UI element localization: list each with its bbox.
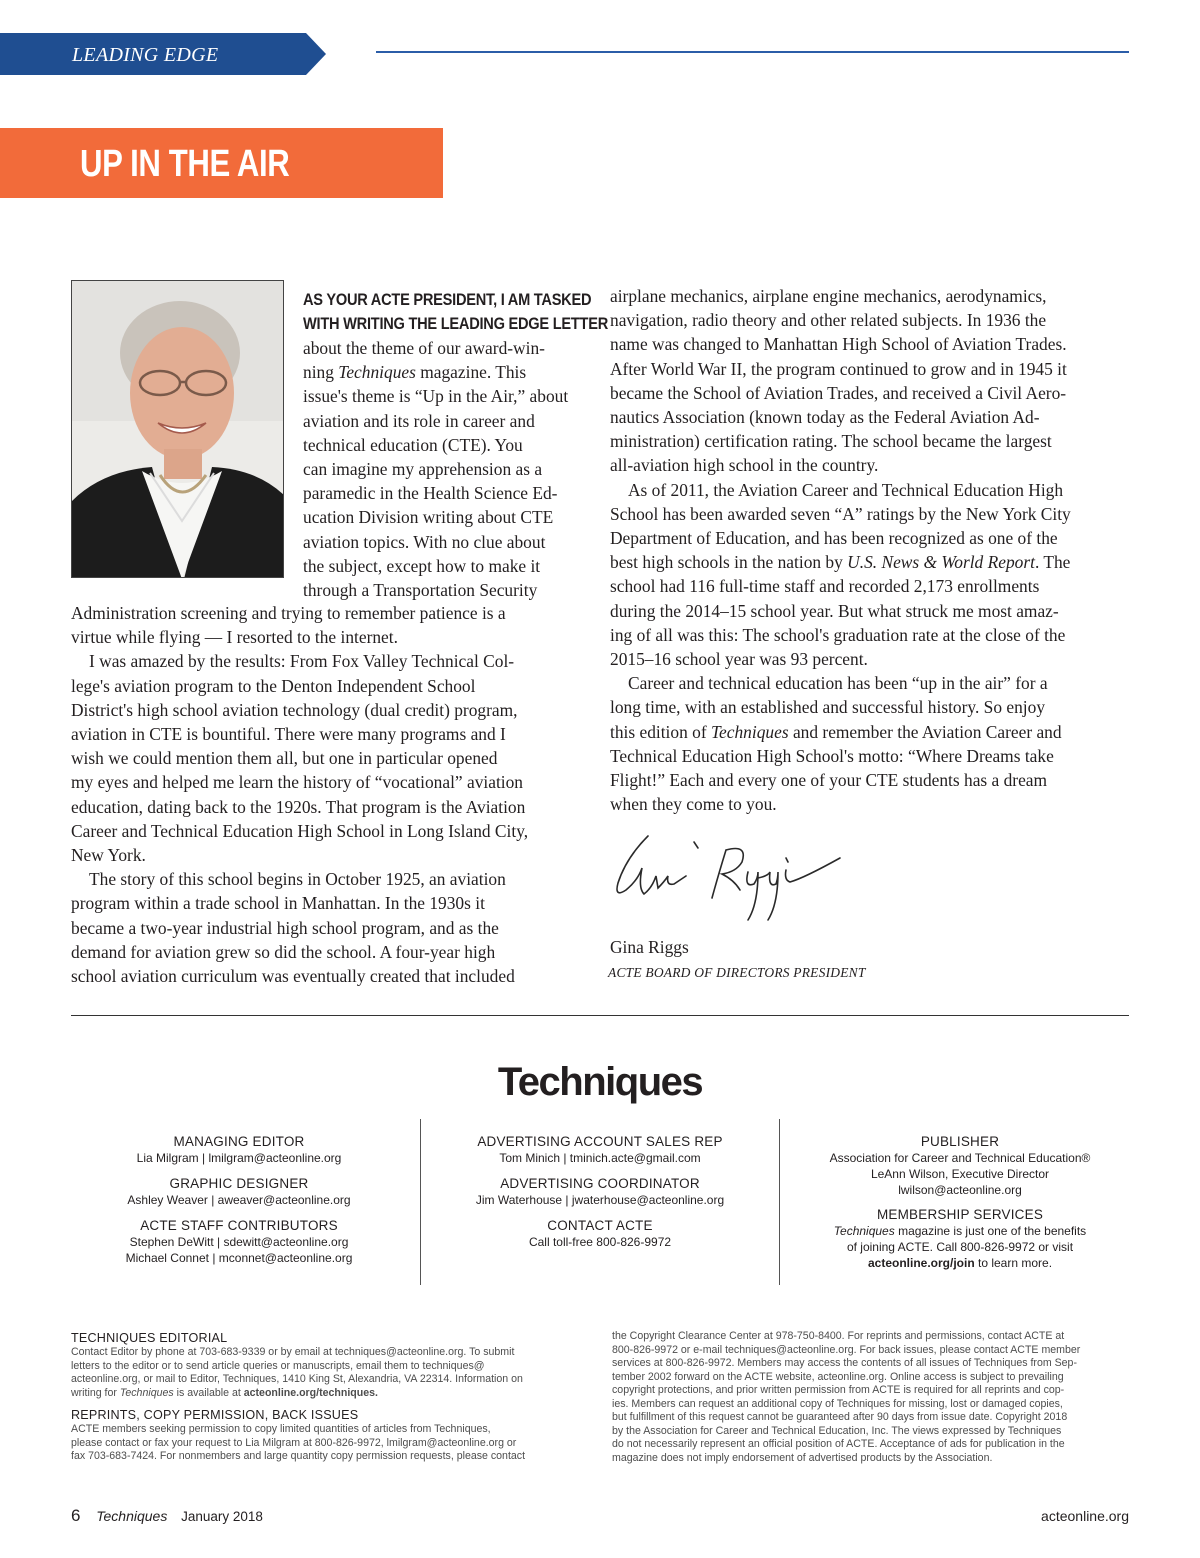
masthead-heading: ACTE STAFF CONTRIBUTORS — [140, 1218, 338, 1233]
masthead-value — [792, 1223, 1128, 1239]
membership-join-line[interactable] — [792, 1255, 1128, 1271]
text-line — [303, 360, 595, 384]
text-line: school had 116 full-time staff and recorded 2,173 enrollments — [610, 576, 1040, 597]
masthead-heading: ADVERTISING ACCOUNT SALES REP — [477, 1134, 723, 1149]
text-fragment: magazine. This — [415, 362, 527, 383]
fine-line: the Copyright Clearance Center at 978-750-8400. For reprints and permissions, contact ACTE at — [612, 1330, 1065, 1342]
page-title: UP IN THE AIR — [80, 143, 290, 185]
text-line: virtue while flying — I resorted to the internet. — [71, 627, 398, 648]
masthead-value: Michael Connet | mconnet@acteonline.org — [125, 1251, 353, 1265]
text-fragment: magazine is just one of the benefits — [894, 1224, 1087, 1238]
text-line: name was changed to Manhattan High School of Aviation Trades. — [610, 334, 1067, 355]
masthead-value: Ashley Weaver | aweaver@acteonline.org — [127, 1193, 351, 1207]
text-line: The story of this school begins in October 1925, an aviation — [89, 869, 506, 890]
text-line: when they come to you. — [610, 794, 777, 815]
text-line: Technical Education High School's motto: “Where Dreams take — [610, 745, 1054, 766]
fine-line: fax 703-683-7424. For nonmembers and large quantity copy permission requests, please contact — [71, 1450, 526, 1462]
text-fragment: best high schools in the nation by — [610, 552, 848, 573]
masthead-value: lwilson@acteonline.org — [898, 1183, 1022, 1197]
text-line: New York. — [71, 845, 146, 866]
masthead-value: Jim Waterhouse | jwaterhouse@acteonline.org — [475, 1193, 725, 1207]
article-column-1-top — [303, 288, 609, 602]
fine-line: by the Association for Career and Technical Education, Inc. The views expressed by Techniques — [612, 1424, 1062, 1437]
lead-in — [303, 288, 609, 336]
portrait-photo — [71, 280, 284, 578]
masthead-heading: ADVERTISING COORDINATOR — [500, 1176, 700, 1191]
fine-line: Contact Editor by phone at 703-683-9339 or by email at techniques@acteonline.org. To submit — [71, 1346, 515, 1358]
fine-print-right — [612, 1330, 1130, 1465]
text-line: District's high school aviation technology (dual credit) program, — [71, 699, 518, 720]
magazine-name: Techniques — [833, 1224, 895, 1238]
fine-line: do not necessarily represent an official position of ACTE. Acceptance of ads for publication in the — [612, 1438, 1065, 1450]
text-fragment: and remember the Aviation Career and — [788, 721, 1062, 742]
text-line: education, dating back to the 1920s. That program is the Aviation — [71, 796, 526, 817]
text-line: Career and Technical Education High School in Long Island City, — [71, 820, 529, 841]
masthead-column-right — [792, 1133, 1128, 1271]
text-line: nautics Association (known today as the Federal Aviation Ad- — [610, 407, 1040, 428]
text-line: became a two-year industrial high school program, and as the — [71, 917, 499, 938]
masthead-heading: MEMBERSHIP SERVICES — [876, 1207, 1044, 1222]
text-line — [610, 550, 1130, 574]
text-line: Flight!” Each and every one of your CTE students has a dream — [610, 770, 1048, 791]
paragraph-3-continued — [610, 284, 1130, 478]
text-fragment: . The — [1034, 552, 1071, 573]
editorial-link[interactable]: acteonline.org/techniques. — [243, 1386, 378, 1399]
text-line: aviation in CTE is bountiful. There were many programs and I — [71, 724, 506, 745]
text-line: can imagine my apprehension as a — [303, 459, 543, 480]
text-line: long time, with an established and successful history. So enjoy — [610, 697, 1046, 718]
text-line: ministration) certification rating. The school became the largest — [610, 431, 1052, 452]
text-fragment: is available at — [173, 1386, 244, 1399]
text-line: issue's theme is “Up in the Air,” about — [303, 386, 569, 407]
masthead-value: Tom Minich | tminich.acte@gmail.com — [499, 1151, 701, 1165]
header-rule — [376, 51, 1129, 53]
issue-date: January 2018 — [181, 1509, 263, 1524]
page-number: 6 — [71, 1506, 81, 1525]
fine-print-heading: TECHNIQUES EDITORIAL — [71, 1331, 228, 1345]
text-line: After World War II, the program continued to grow and in 1945 it — [610, 358, 1067, 379]
text-line: paramedic in the Health Science Ed- — [303, 483, 558, 504]
text-line: lege's aviation program to the Denton Independent School — [71, 675, 476, 696]
paragraph-1-end — [71, 601, 596, 649]
fine-line: letters to the editor or to send article queries or manuscripts, email them to techniques@ — [71, 1359, 485, 1372]
column-rule — [779, 1119, 780, 1285]
publication-name: U.S. News & World Report — [847, 552, 1035, 573]
masthead-column-middle — [432, 1133, 768, 1250]
text-line: Career and technical education has been “up in the air” for a — [628, 673, 1048, 694]
magazine-name: Techniques — [96, 1508, 168, 1524]
text-line: Department of Education, and has been recognized as one of the — [610, 528, 1058, 549]
text-line: Administration screening and trying to remember patience is a — [71, 603, 506, 623]
fine-line: copyright protections, and prior written permission from ACTE is required for all reprints and cop- — [612, 1384, 1065, 1396]
portrait-illustration — [72, 281, 284, 578]
fine-print-left — [71, 1331, 591, 1464]
text-line: wish we could mention them all, but one in particular opened — [71, 748, 498, 769]
magazine-name: Techniques — [119, 1386, 174, 1399]
masthead-value: of joining ACTE. Call 800-826-9972 or visit — [846, 1240, 1074, 1254]
text-line: airplane mechanics, airplane engine mechanics, aerodynamics, — [610, 286, 1047, 306]
masthead-heading: CONTACT ACTE — [547, 1218, 653, 1233]
text-line: aviation and its role in career and — [303, 410, 535, 431]
masthead-heading: PUBLISHER — [920, 1134, 1000, 1149]
fine-line: tember 2002 forward on the ACTE website, acteonline.org. Online access is subject to prevailing — [612, 1370, 1064, 1383]
text-line: all-aviation high school in the country. — [610, 455, 879, 476]
text-line: my eyes and helped me learn the history of “vocational” aviation — [71, 772, 523, 793]
text-line: the subject, except how to make it — [303, 555, 541, 576]
folio — [71, 1506, 263, 1526]
paragraph-3 — [71, 867, 596, 988]
text-fragment: to learn more. — [974, 1256, 1053, 1270]
text-line: became the School of Aviation Trades, and received a Civil Aero- — [610, 382, 1067, 403]
article-column-2 — [610, 284, 1130, 816]
section-label: LEADING EDGE — [72, 44, 219, 66]
article-column-1 — [71, 601, 596, 988]
signer-title: ACTE BOARD OF DIRECTORS PRESIDENT — [608, 965, 866, 980]
fine-print-heading: REPRINTS, COPY PERMISSION, BACK ISSUES — [71, 1408, 359, 1422]
divider-rule — [71, 1015, 1129, 1016]
signature-image — [608, 828, 848, 926]
fine-line: 800-826-9972 or e-mail techniques@acteonline.org. For back issues, please contact ACTE member — [612, 1343, 1081, 1356]
signature-scribble — [608, 828, 848, 926]
magazine-name: Techniques — [710, 721, 789, 742]
text-line: ucation Division writing about CTE — [303, 507, 554, 528]
masthead-value: Stephen DeWitt | sdewitt@acteonline.org — [129, 1235, 349, 1249]
text-fragment: this edition of — [610, 721, 711, 742]
text-line: ing of all was this: The school's graduation rate at the close of the — [610, 624, 1066, 645]
masthead-value: Lia Milgram | lmilgram@acteonline.org — [136, 1151, 342, 1165]
paragraph-1-beside-photo — [303, 336, 595, 602]
text-line: school aviation curriculum was eventually created that included — [71, 966, 515, 987]
paragraph-5 — [610, 671, 1130, 816]
signer-name: Gina Riggs — [610, 937, 689, 957]
fine-line: ACTE members seeking permission to copy limited quantities of articles from Techniques, — [71, 1423, 491, 1435]
text-line: I was amazed by the results: From Fox Valley Technical Col- — [89, 651, 515, 672]
text-fragment: ning — [303, 362, 339, 383]
website-link[interactable]: acteonline.org — [1041, 1508, 1129, 1524]
text-line: navigation, radio theory and other related subjects. In 1936 the — [610, 310, 1047, 331]
masthead-value: Call toll-free 800-826-9972 — [528, 1235, 672, 1249]
text-line: through a Transportation Security — [303, 580, 538, 601]
masthead-value: Association for Career and Technical Education® — [829, 1151, 1091, 1165]
masthead-heading: MANAGING EDITOR — [173, 1134, 305, 1149]
text-line — [610, 720, 1130, 744]
text-line: demand for aviation grew so did the school. A four-year high — [71, 941, 496, 962]
magazine-name: Techniques — [338, 362, 416, 383]
text-line: As of 2011, the Aviation Career and Technical Education High — [628, 479, 1064, 500]
text-line: during the 2014–15 school year. But what struck me most amaz- — [610, 600, 1059, 621]
techniques-logo: Techniques — [497, 1060, 703, 1104]
text-line: School has been awarded seven “A” ratings by the New York City — [610, 503, 1071, 524]
fine-line: ies. Members can request an additional copy of Techniques for missing, lost or damaged copies, — [612, 1397, 1063, 1410]
text-line: aviation topics. With no clue about — [303, 531, 546, 552]
fine-line: please contact or fax your request to Lia Milgram at 800-826-9972, lmilgram@acteonline.org or — [71, 1436, 517, 1449]
fine-line: magazine does not imply endorsement of advertised products by the Association. — [612, 1451, 993, 1464]
column-rule — [420, 1119, 421, 1285]
text-fragment: writing for — [71, 1386, 120, 1399]
fine-line — [71, 1387, 591, 1401]
fine-line: services at 800-826-9972. Members may access the contents of all issues of Techniques from Sep- — [612, 1357, 1077, 1369]
text-line: 2015–16 school year was 93 percent. — [610, 649, 868, 670]
paragraph-2 — [71, 649, 596, 867]
lead-in-line: AS YOUR ACTE PRESIDENT, I AM TASKED — [303, 290, 592, 309]
masthead-value: LeAnn Wilson, Executive Director — [870, 1167, 1050, 1181]
lead-in-line: WITH WRITING THE LEADING EDGE LETTER — [303, 314, 609, 333]
paragraph-4 — [610, 478, 1130, 672]
masthead-heading: GRAPHIC DESIGNER — [169, 1176, 309, 1191]
fine-line: but fulfillment of this request cannot be guaranteed after 90 days from issue date. Copyright 2018 — [612, 1411, 1068, 1423]
text-line: program within a trade school in Manhattan. In the 1930s it — [71, 893, 485, 914]
text-line: technical education (CTE). You — [303, 434, 523, 455]
masthead-column-left — [71, 1133, 407, 1266]
fine-line: acteonline.org, or mail to Editor, Techniques, 1410 King St, Alexandria, VA 22314. Information on — [71, 1373, 523, 1385]
join-link[interactable]: acteonline.org/join — [867, 1256, 975, 1270]
text-line: about the theme of our award-win- — [303, 338, 545, 358]
